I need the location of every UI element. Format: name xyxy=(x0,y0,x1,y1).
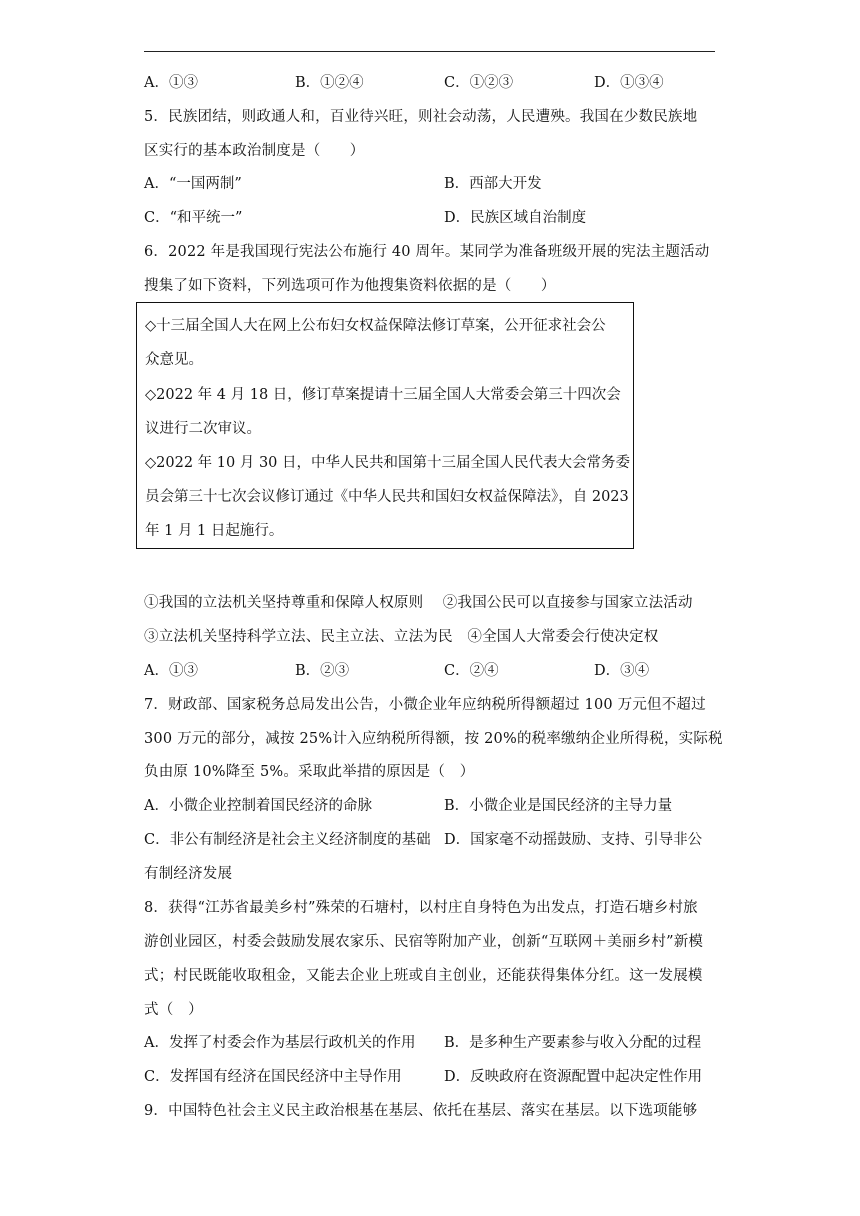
q6-option-d: D．③④ xyxy=(594,663,650,679)
q4-option-a: A．①③ xyxy=(144,75,198,91)
q6-option-b: B．②③ xyxy=(295,663,350,679)
q7-option-a: A．小微企业控制着国民经济的命脉 xyxy=(144,798,372,814)
q7-stem-line-2: 300 万元的部分，减按 25%计入应纳税所得额，按 20%的税率缴纳企业所得税，实际税 xyxy=(144,731,723,747)
q6-stem-line-1: 6．2022 年是我国现行宪法公布施行 40 周年。某同学为准备班级开展的宪法主题活动 xyxy=(144,244,710,260)
q7-stem-line-1: 7．财政部、国家税务总局发出公告，小微企业年应纳税所得额超过 100 万元但不超过 xyxy=(144,697,706,713)
q8-option-b: B．是多种生产要素参与收入分配的过程 xyxy=(444,1035,702,1051)
q8-stem-line-4: 式（ ） xyxy=(144,1002,203,1018)
q8-stem-line-2: 游创业园区，村委会鼓励发展农家乐、民宿等附加产业，创新“互联网＋美丽乡村”新模 xyxy=(144,934,704,950)
q7-stem-line-3: 负由原 10%降至 5%。采取此举措的原因是（ ） xyxy=(144,764,475,780)
q5-option-b: B．西部大开发 xyxy=(444,176,542,192)
q7-option-d-continued: 有制经济发展 xyxy=(144,866,233,882)
q6-stem-line-2: 搜集了如下资料，下列选项可作为他搜集资料依据的是（ ） xyxy=(144,278,556,294)
q7-option-d: D．国家毫不动摇鼓励、支持、引导非公 xyxy=(444,832,703,848)
q9-stem-line-1: 9．中国特色社会主义民主政治根基在基层、依托在基层、落实在基层。以下选项能够 xyxy=(144,1103,698,1119)
q5-option-a: A．“一国两制” xyxy=(144,176,242,192)
q6-option-a: A．①③ xyxy=(144,663,198,679)
header-rule xyxy=(144,51,715,52)
q5-option-c: C．“和平统一” xyxy=(144,210,243,226)
q4-option-d: D．①③④ xyxy=(594,75,664,91)
material-line-3: ◇2022 年 4 月 18 日，修订草案提请十三届全国人大常委会第三十四次会 xyxy=(145,387,621,403)
material-line-2: 众意见。 xyxy=(145,352,203,368)
q8-stem-line-3: 式；村民既能收取租金，又能去企业上班或自主创业，还能获得集体分红。这一发展模 xyxy=(144,968,703,984)
material-line-6: 员会第三十七次会议修订通过《中华人民共和国妇女权益保障法》，自 2023 xyxy=(145,489,629,505)
q4-option-b: B．①②④ xyxy=(295,75,364,91)
material-line-5: ◇2022 年 10 月 30 日，中华人民共和国第十三届全国人民代表大会常务委 xyxy=(145,455,630,471)
q8-option-d: D．反映政府在资源配置中起决定性作用 xyxy=(444,1069,703,1085)
q7-option-b: B．小微企业是国民经济的主导力量 xyxy=(444,798,673,814)
q7-option-c: C．非公有制经济是社会主义经济制度的基础 xyxy=(144,832,431,848)
q8-option-c: C．发挥国有经济在国民经济中主导作用 xyxy=(144,1069,402,1085)
q8-option-a: A．发挥了村委会作为基层行政机关的作用 xyxy=(144,1035,416,1051)
q6-statements-line-2: ③立法机关坚持科学立法、民主立法、立法为民 ④全国人大常委会行使决定权 xyxy=(144,629,659,645)
q8-stem-line-1: 8．获得“江苏省最美乡村”殊荣的石塘村，以村庄自身特色为出发点，打造石塘乡村旅 xyxy=(144,900,698,916)
q6-statements-line-1: ①我国的立法机关坚持尊重和保障人权原则 ②我国公民可以直接参与国家立法活动 xyxy=(144,595,693,611)
material-line-1: ◇十三届全国人大在网上公布妇女权益保障法修订草案，公开征求社会公 xyxy=(145,318,606,334)
q6-option-c: C．②④ xyxy=(444,663,499,679)
q5-option-d: D．民族区域自治制度 xyxy=(444,210,587,226)
material-line-4: 议进行二次审议。 xyxy=(145,421,261,437)
material-line-7: 年 1 月 1 日起施行。 xyxy=(145,523,284,539)
q5-stem-line-1: 5．民族团结，则政通人和，百业待兴旺，则社会动荡，人民遭殃。我国在少数民族地 xyxy=(144,109,698,125)
q4-option-c: C．①②③ xyxy=(444,75,514,91)
q5-stem-line-2: 区实行的基本政治制度是（ ） xyxy=(144,143,365,159)
